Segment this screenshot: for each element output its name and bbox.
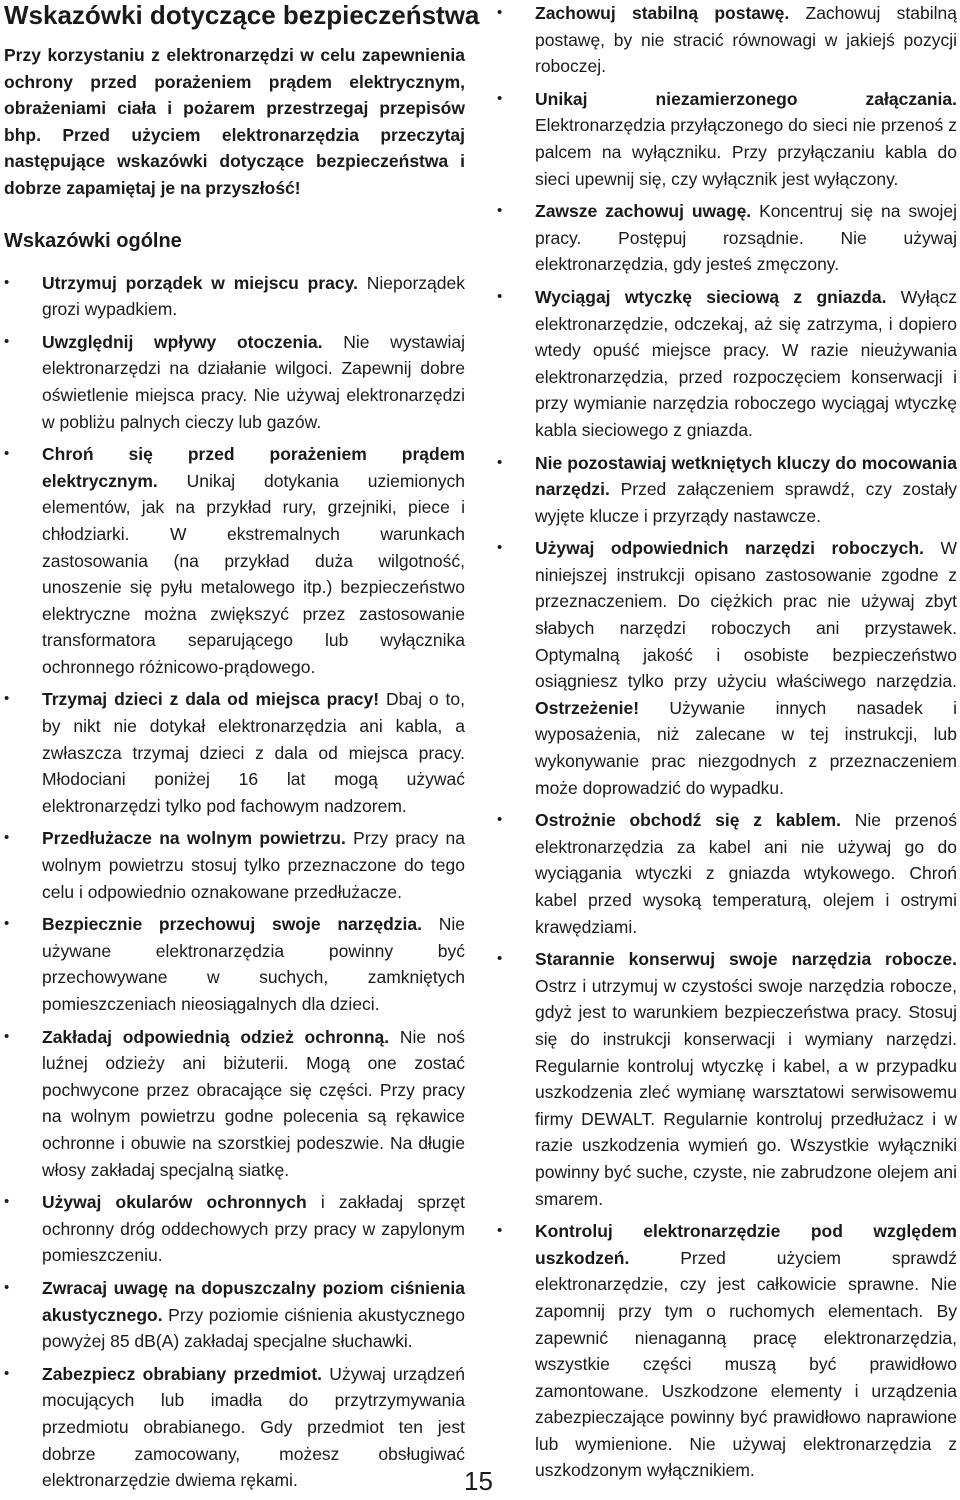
general-heading: Wskazówki ogólne bbox=[4, 229, 182, 252]
item-lead: Zawsze zachowuj uwagę. bbox=[535, 201, 752, 222]
item-lead: Utrzymuj porządek w miejscu pracy. bbox=[42, 272, 358, 293]
list-item bbox=[497, 0, 957, 80]
item-text: Nie noś luźnej odzieży ani biżuterii. Mogą one zostać pochwycone przez obracające się części. Przy pracy na wolnym powietrzu godne polecenia są rękawice ochronne i obuwie na szorstkiej podeszwie. Na długie włosy zakładaj specjalną siatkę. bbox=[42, 1026, 465, 1180]
list-item bbox=[4, 1275, 465, 1355]
item-text: Przed użyciem sprawdź elektronarzędzie, czy jest całkowicie sprawne. Nie zapomnij przy tym o ruchomych elementach. By zapewnić nienaganną pracę elektronarzędzia, wszystkie części muszą być prawidłowo zamontowane. Uszkodzone elementy i urządzenia zabezpieczające powinny być prawidłowo naprawione lub wymienione. Nie używaj elektronarzędzia z uszkodzonym wyłącznikiem. bbox=[535, 1247, 957, 1481]
list-item bbox=[4, 1189, 465, 1269]
page-number: 15 bbox=[464, 1466, 493, 1496]
list-item bbox=[497, 284, 957, 444]
list-item bbox=[4, 329, 465, 435]
item-text: Dbaj o to, by nikt nie dotykał elektronarzędzia ani kabla, a zwłaszcza trzymaj dzieci z dala od miejsca pracy. Młodociani poniżej 16 lat mogą używać elektronarzędzi tylko pod fachowym nadzorem. bbox=[42, 689, 465, 816]
item-text: W niniejszej instrukcji opisano zastosowanie zgodne z przeznaczeniem. Do ciężkich prac nie używaj zbyt słabych narzędzi roboczych ani przystawek. Optymalną jakość i osobiste bezpieczeństwo osiągniesz tylko przy użyciu właściwego narzędzia. bbox=[535, 538, 957, 692]
list-item bbox=[4, 441, 465, 680]
list-item bbox=[497, 450, 957, 530]
list-item bbox=[4, 825, 465, 905]
item-text: Unikaj dotykania uziemionych elementów, jak na przykład rury, grzejniki, piece i chłodziarki. W ekstremalnych warunkach zastosowania (na przykład duża wilgotność, unoszenie się pyłu metalowego itp.) bezpieczeństwo elektryczne można zwiększyć przez zastosowanie transformatora separującego lub wyłącznika ochronnego różnicowo-prądowego. bbox=[42, 470, 465, 677]
warning-text: Używanie innych nasadek i wyposażenia, niż zalecane w tej instrukcji, lub wykonywanie prac niezgodnych z przeznaczeniem może doprowadzić do wypadku. bbox=[535, 697, 957, 798]
left-column bbox=[4, 42, 465, 1500]
list-item bbox=[4, 1361, 465, 1494]
list-item bbox=[4, 686, 465, 819]
item-lead: Kontroluj elektronarzędzie pod względem uszkodzeń. bbox=[535, 1221, 957, 1268]
item-text: Koncentruj się na swojej pracy. Postępuj rozsądnie. Nie używaj elektronarzędzia, gdy jesteś zmęczony. bbox=[535, 201, 957, 275]
item-text: Używaj urządzeń mocujących lub imadła do przytrzymywania przedmiotu obrabianego. Gdy przedmiot ten jest dobrze zamocowany, możesz obsługiwać elektronarzędzie dwiema rękami. bbox=[42, 1363, 465, 1491]
item-text: Ostrz i utrzymuj w czystości swoje narzędzia robocze, gdyż jest to warunkiem bezpieczeństwa pracy. Stosuj się do instrukcji konserwacji i wymiany narzędzi. Regularnie kontroluj wtyczkę i kabel, a w przypadku uszkodzenia zleć wymianę warsztatowi serwisowemu firmy DEWALT. Regularnie kontroluj przedłużacz i w razie uszkodzenia wymień go. Wszystkie wyłączniki powinny być suche, czyste, nie zabrudzone olejem ani smarem. bbox=[535, 975, 957, 1209]
item-lead: Zwracaj uwagę na dopuszczalny poziom ciśnienia akustycznego. bbox=[42, 1277, 465, 1325]
item-lead: Zakładaj odpowiednią odzież ochronną. bbox=[42, 1026, 390, 1047]
item-lead: Zabezpiecz obrabiany przedmiot. bbox=[42, 1363, 323, 1384]
list-item bbox=[4, 911, 465, 1017]
list-item bbox=[497, 198, 957, 278]
page-title: Wskazówki dotyczące bezpieczeństwa bbox=[4, 0, 480, 30]
item-text: Nie przenoś elektronarzędzia za kabel ani nie używaj go do wyciągania wtyczki z gniazda wtykowego. Chroń kabel przed wysoką temperaturą, olejem i ostrymi krawędziami. bbox=[535, 810, 957, 937]
right-column bbox=[497, 0, 957, 1490]
item-text: Zachowuj stabilną postawę, by nie stracić równowagi w jakiejś pozycji roboczej. bbox=[535, 3, 957, 77]
left-bullet-list bbox=[4, 270, 465, 1494]
item-lead: Bezpiecznie przechowuj swoje narzędzia. bbox=[42, 914, 422, 935]
item-text: Nie używane elektronarzędzia powinny być przechowywane w suchych, zamkniętych pomieszczeniach nieosiągalnych dla dzieci. bbox=[42, 914, 465, 1014]
list-item bbox=[4, 270, 465, 323]
list-item bbox=[497, 946, 957, 1212]
item-lead: Starannie konserwuj swoje narzędzia robocze. bbox=[535, 949, 957, 970]
list-item bbox=[4, 1024, 465, 1184]
item-text: Wyłącz elektronarzędzie, odczekaj, aż się zatrzyma, i dopiero wtedy opuść miejsce pracy. W razie nieużywania elektronarzędzia, przed rozpoczęciem konserwacji i przy wymianie narzędzia roboczego wyciągaj wtyczkę kabla sieciowego z gniazda. bbox=[535, 286, 957, 440]
item-lead: Uwzględnij wpływy otoczenia. bbox=[42, 331, 323, 352]
item-lead: Zachowuj stabilną postawę. bbox=[535, 3, 790, 23]
item-text: Przed załączeniem sprawdź, czy zostały wyjęte klucze i przyrządy nastawcze. bbox=[535, 479, 957, 526]
item-text: Przy pracy na wolnym powietrzu stosuj tylko przeznaczone do tego celu i odpowiednio oznakowane przedłużacze. bbox=[42, 828, 465, 902]
item-lead: Przedłużacze na wolnym powietrzu. bbox=[42, 828, 346, 849]
item-text: Nieporządek grozi wypadkiem. bbox=[42, 272, 465, 320]
item-lead: Używaj odpowiednich narzędzi roboczych. bbox=[535, 538, 924, 559]
item-lead: Unikaj niezamierzonego załączania. bbox=[535, 88, 957, 109]
item-lead: Ostrożnie obchodź się z kablem. bbox=[535, 810, 841, 831]
item-lead: Trzymaj dzieci z dala od miejsca pracy! bbox=[42, 689, 380, 710]
item-text: Nie wystawiaj elektronarzędzi na działanie wilgoci. Zapewnij dobre oświetlenie miejsca pracy. Nie używaj elektronarzędzi w pobliżu palnych cieczy lub gazów. bbox=[42, 331, 465, 432]
list-item bbox=[497, 807, 957, 940]
item-lead: Używaj okularów ochronnych bbox=[42, 1192, 307, 1213]
list-item bbox=[497, 86, 957, 192]
warning-lead: Ostrzeżenie! bbox=[535, 697, 640, 718]
list-item bbox=[497, 1218, 957, 1484]
item-lead: Nie pozostawiaj wetkniętych kluczy do mocowania narzędzi. bbox=[535, 452, 957, 500]
intro-paragraph: Przy korzystaniu z elektronarzędzi w celu zapewnienia ochrony przed porażeniem prądem elektrycznym, obrażeniami ciała i pożarem przestrzegaj przepisów bhp. Przed użyciem elektronarzędzia przeczytaj następujące wskazówki dotyczące bezpieczeństwa i dobrze zapamiętaj je na przyszłość! bbox=[4, 45, 465, 198]
item-lead: Wyciągaj wtyczkę sieciową z gniazda. bbox=[535, 286, 887, 307]
item-lead: Chroń się przed porażeniem prądem elektrycznym. bbox=[42, 444, 465, 491]
list-item bbox=[497, 535, 957, 801]
item-text: Przy poziomie ciśnienia akustycznego powyżej 85 dB(A) zakładaj specjalne słuchawki. bbox=[42, 1304, 465, 1352]
item-text: i zakładaj sprzęt ochronny dróg oddechowych przy pracy w zapylonym pomieszczeniu. bbox=[42, 1192, 465, 1266]
right-bullet-list bbox=[497, 0, 957, 1484]
item-text: Elektronarzędzia przyłączonego do sieci nie przenoś z palcem na wyłączniku. Przy przyłączaniu kabla do sieci upewnij się, czy wyłącznik jest wyłączony. bbox=[535, 115, 957, 189]
